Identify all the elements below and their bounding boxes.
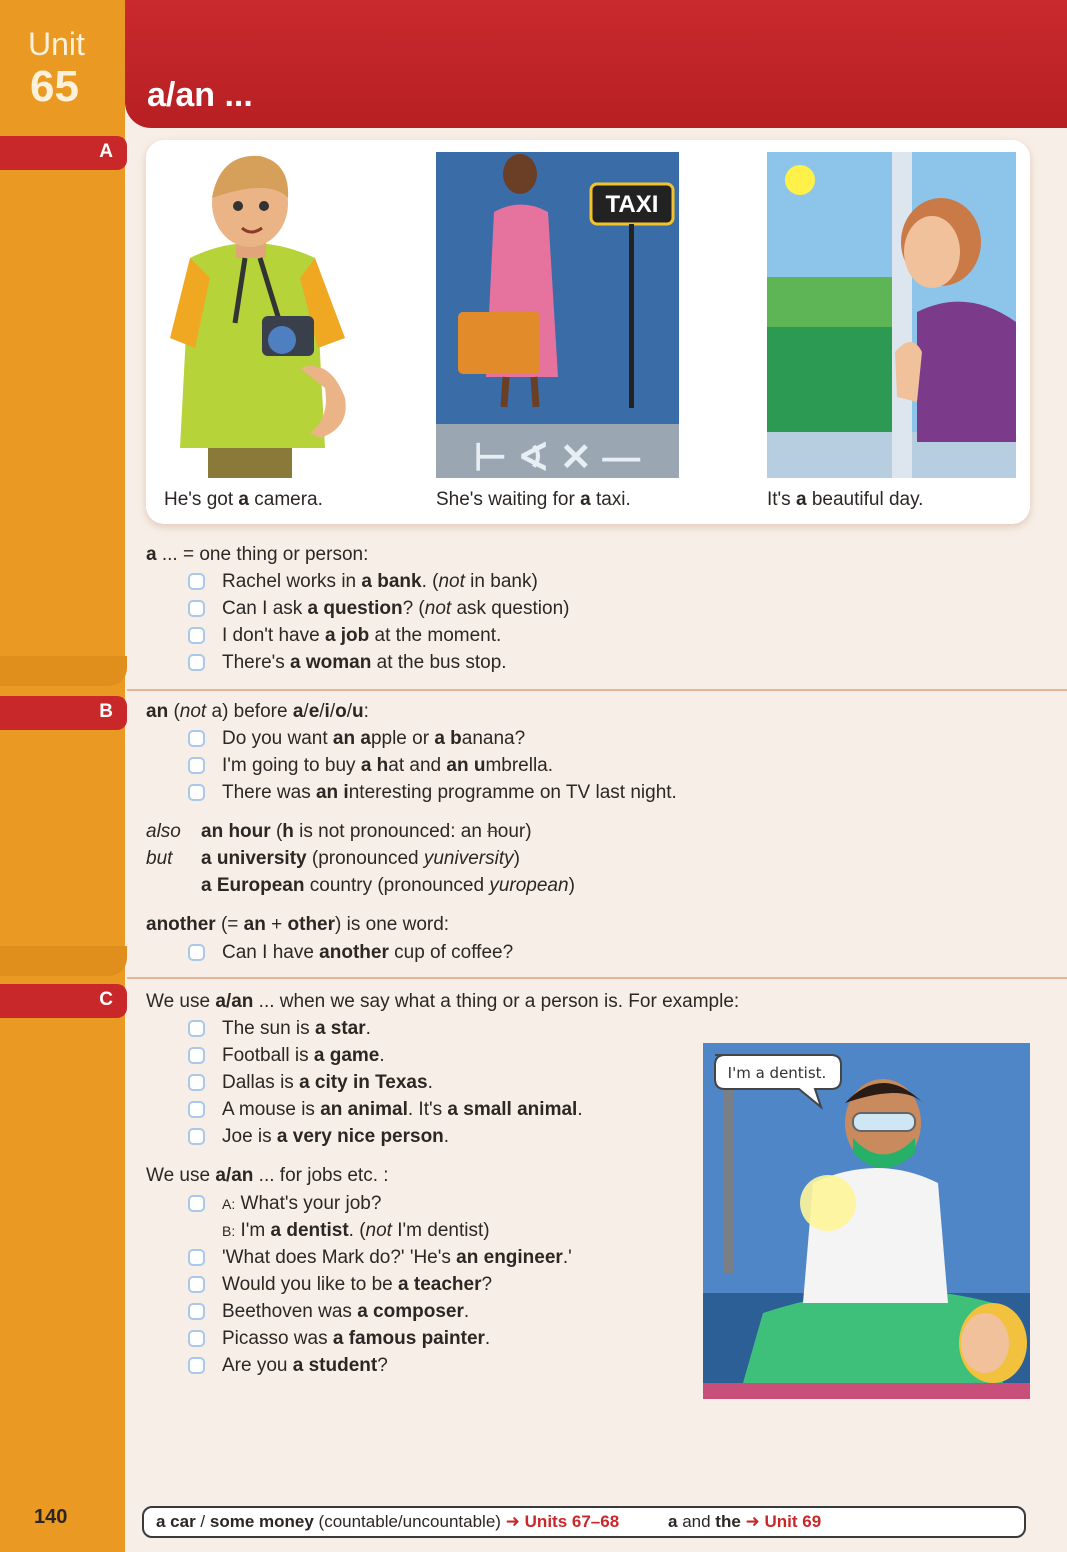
cross-reference-box [142,1506,1026,1538]
but-university: a university (pronounced yuniversity) [201,848,520,869]
checkbox[interactable] [188,1195,205,1212]
label-but: but [146,848,173,869]
dialogue-b: B: I'm a dentist. (not I'm dentist) [222,1220,490,1241]
checkbox[interactable] [188,944,205,961]
dialogue-a: A: What's your job? [222,1193,382,1214]
example-b-1: Do you want an apple or a banana? [222,728,526,749]
example-job-4: Picasso was a famous painter. [222,1328,491,1349]
woman-waiting-taxi-illustration [436,152,679,478]
unit-header-bar [125,0,1067,128]
section-a-end [0,656,127,686]
speech-bubble-text: I'm a dentist. [727,1064,827,1082]
example-a-2: Can I ask a question? (not ask question) [222,598,570,619]
checkbox[interactable] [188,1101,205,1118]
unit-number: 65 [30,62,79,111]
section-divider [127,977,1067,979]
example-job-3: Beethoven was a composer. [222,1301,470,1322]
checkbox[interactable] [188,600,205,617]
section-tab-c: C [0,984,127,1018]
cross-reference-countable: a car / some money (countable/uncountable) ➜ Units 67–68 [156,1512,620,1531]
section-tab-b: B [0,696,127,730]
section-b-rule: an (not a) before a/e/i/o/u: [146,701,369,722]
example-a-3: I don't have a job at the moment. [222,625,502,646]
page-title: a/an ... [147,76,253,114]
unit-label: Unit [28,26,85,62]
example-job-2: Would you like to be a teacher? [222,1274,493,1295]
caption-beautiful-day: It's a beautiful day. [767,489,924,510]
section-divider [127,689,1067,691]
example-a-4: There's a woman at the bus stop. [222,652,507,673]
section-b-end [0,946,127,976]
orange-sidebar [0,0,125,1552]
checkbox[interactable] [188,730,205,747]
jobs-rule: We use a/an ... for jobs etc. : [146,1165,389,1186]
link-units-67-68[interactable]: Units 67–68 [524,1512,620,1531]
page-number: 140 [34,1506,68,1528]
checkbox[interactable] [188,654,205,671]
checkbox[interactable] [188,1128,205,1145]
section-a-intro: a ... = one thing or person: [146,544,369,565]
man-with-camera-illustration [150,148,380,478]
another-example: Can I have another cup of coffee? [222,942,514,963]
also-an-hour: an hour (h is not pronounced: an hour) [201,821,532,842]
arrow-right-icon: ➜ [745,1512,760,1531]
section-tab-a: A [0,136,127,170]
cross-reference-articles: a and the ➜ Unit 69 [668,1512,822,1531]
caption-camera: He's got a camera. [164,489,323,510]
checkbox[interactable] [188,757,205,774]
arrow-right-icon: ➜ [505,1512,520,1531]
checkbox[interactable] [188,1303,205,1320]
checkbox[interactable] [188,1020,205,1037]
label-also: also [146,821,181,842]
example-b-2: I'm going to buy a hat and an umbrella. [222,755,554,776]
example-job-5: Are you a student? [222,1355,388,1376]
road-marking-text: ⊢ ∢ ✕ — [473,437,641,478]
example-c-5: Joe is a very nice person. [222,1126,450,1147]
checkbox[interactable] [188,1074,205,1091]
example-c-1: The sun is a star. [222,1018,371,1039]
example-job-1: 'What does Mark do?' 'He's an engineer.' [222,1247,572,1268]
example-c-4: A mouse is an animal. It's a small animal. [222,1099,583,1120]
example-b-3: There was an interesting programme on TV last night. [222,782,677,803]
example-c-3: Dallas is a city in Texas. [222,1072,433,1093]
example-c-2: Football is a game. [222,1045,385,1066]
checkbox[interactable] [188,627,205,644]
checkbox[interactable] [188,784,205,801]
caption-taxi: She's waiting for a taxi. [436,489,631,510]
but-european: a European country (pronounced yuropean) [201,875,575,896]
woman-at-window-illustration [767,152,1016,478]
checkbox[interactable] [188,1357,205,1374]
section-c-intro: We use a/an ... when we say what a thing or a person is. For example: [146,991,740,1012]
example-a-1: Rachel works in a bank. (not in bank) [222,571,538,592]
another-rule: another (= an + other) is one word: [146,914,450,935]
checkbox[interactable] [188,1276,205,1293]
checkbox[interactable] [188,573,205,590]
checkbox[interactable] [188,1249,205,1266]
checkbox[interactable] [188,1330,205,1347]
checkbox[interactable] [188,1047,205,1064]
taxi-sign-text: TAXI [605,191,659,218]
dentist-illustration [703,1043,1030,1399]
link-unit-69[interactable]: Unit 69 [764,1512,822,1531]
